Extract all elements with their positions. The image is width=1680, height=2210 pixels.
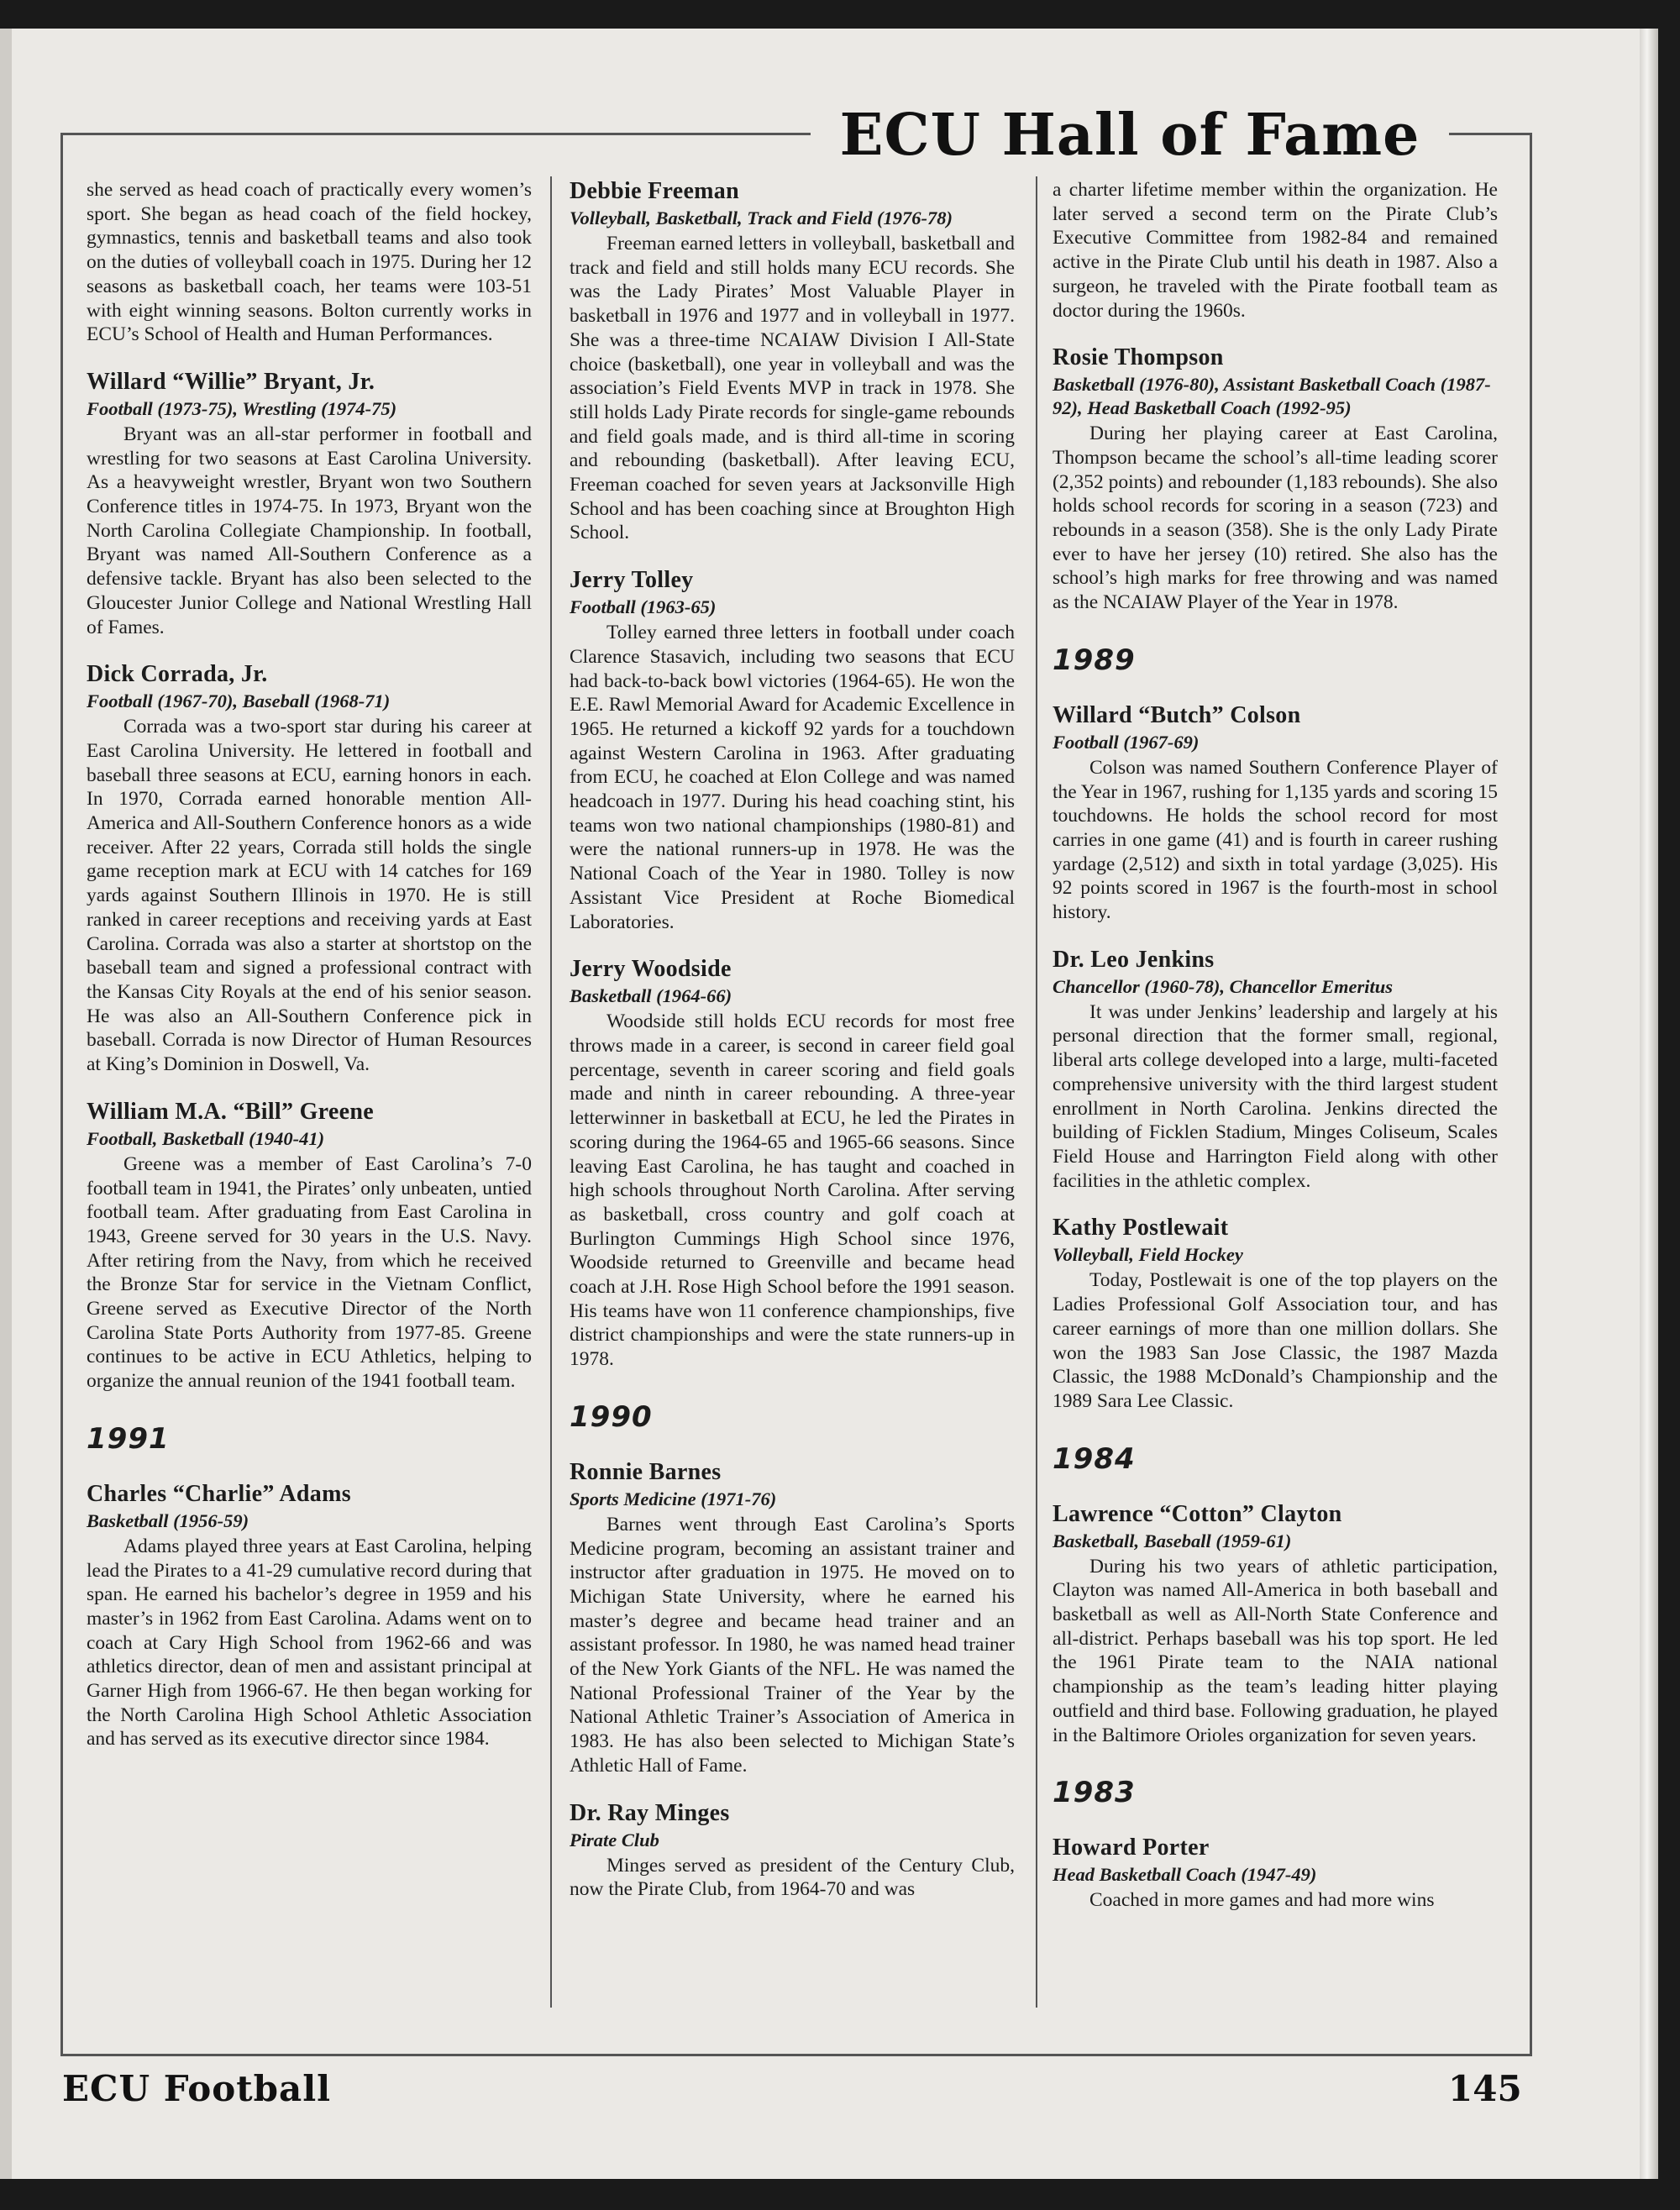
- inductee-sport: Football (1973-75), Wrestling (1974-75): [87, 397, 397, 419]
- inductee-sport: Volleyball, Basketball, Track and Field (1976-78): [570, 207, 953, 228]
- inductee-bio: Freeman earned letters in volleyball, basketball and track and field and still holds many ECU records. She was the Lady Pirates’ Most Valuable Player in basketball in 1976 and 1977 and in volleyball in 1977. She was a three-time NCAIAW Division I All-State choice (basketball), one year in volleyball and was the association’s Field Events MVP in track in 1978. She still holds Lady Pirate records for single-game rebounds and field goals made, and is third all-time in scoring and rebounding (basketball). After leaving ECU, Freeman coached for seven years at Jacksonville High School and has been coaching since at Broughton High School.: [570, 233, 1015, 544]
- inductee-bio: Woodside still holds ECU records for most free throws made in a career, is second in career field goal percentage, seventh in career scoring and field goals made and ninth in career rebounding. A three-year letterwinner in basketball at ECU, he led the Pirates in scoring during the 1964-65 and 1965-66 seasons. Since leaving East Carolina, he has taught and coached in high schools throughout North Carolina. After serving as basketball, cross country and golf coach at Burlington Cummings High School since 1976, Woodside returned to Greenville and became head coach at J.H. Rose High School before the 1991 season. His teams have won 11 conference championships, five district championships and were the state runners-up in 1978.: [570, 1011, 1015, 1371]
- inductee-name: Willard “Willie” Bryant, Jr.: [87, 368, 375, 395]
- column-divider: [1036, 176, 1037, 2008]
- inductee-bio: Tolley earned three letters in football under coach Clarence Stasavich, including two seasons that ECU had back-to-back bowl victories (1964-65). He won the E.E. Rawl Memorial Award for Academic Excellence in 1965. He returned a kickoff 92 yards for a touchdown against Western Carolina in 1963. After graduating from ECU, he coached at Elon College and was named headcoach in 1977. During his head coaching stint, his teams won two national championships (1980-81) and were the national runners-up in 1978. He was the National Coach of the Year in 1980. Tolley is now Assistant Vice President at Roche Biomedical Laboratories.: [570, 622, 1015, 933]
- inductee-name: Jerry Tolley: [570, 567, 694, 594]
- inductee-sport: Football (1967-69): [1053, 731, 1200, 753]
- page-title: ECU Hall of Fame: [811, 101, 1449, 170]
- inductee-bio: During his two years of athletic participation, Clayton was named All-America in both baseball and basketball as well as All-North State Conference and all-district. Perhaps baseball was his top sport. He led the 1961 Pirate team to the NAIA national championship as the team’s leading hitter playing outfield and third base. Following graduation, he played in the Baltimore Orioles organization for seven years.: [1053, 1555, 1498, 1746]
- induction-year-heading: 1989: [1053, 643, 1136, 677]
- inductee-bio: Corrada was a two-sport star during his career at East Carolina University. He lettered in football and baseball three seasons at ECU, earning honors in each. In 1970, Corrada earned honorable mention All-America and All-Southern Conference honors as a wide receiver. After 22 years, Corrada still holds the single game reception mark at ECU with 14 catches for 169 yards against Southern Illinois in 1970. He is still ranked in career receptions and receiving yards at East Carolina. Corrada was also a starter at shortstop on the baseball team and signed a professional contract with the Kansas City Royals at the end of his senior season. He was also an All-Southern Conference pick in baseball. Corrada is now Director of Human Resources at King’s Dominion in Doswell, Va.: [87, 716, 532, 1076]
- inductee-bio: Bryant was an all-star performer in football and wrestling for two seasons at East Carolina University. As a heavyweight wrestler, Bryant won two Southern Conference titles in 1974-75. In 1973, Bryant won the North Carolina Collegiate Championship. In football, Bryant was named All-Southern Conference as a defensive tackle. Bryant has also been selected to the Gloucester Junior College and National Wrestling Hall of Fames.: [87, 423, 532, 638]
- inductee-bio: Colson was named Southern Conference Player of the Year in 1967, rushing for 1,135 yards and scoring 15 touchdowns. He holds the school record for most carries in one game (41) and is fourth in career rushing yardage (2,512) and sixth in total yardage (3,025). His 92 points scored in 1967 is the fourth-most in school history.: [1053, 756, 1498, 924]
- inductee-sport: Basketball, Baseball (1959-61): [1053, 1530, 1292, 1551]
- inductee-name: Howard Porter: [1053, 1835, 1210, 1861]
- inductee-bio: Coached in more games and had more wins: [1089, 1889, 1435, 1912]
- inductee-name: Jerry Woodside: [570, 956, 732, 983]
- inductee-bio: Barnes went through East Carolina’s Sports Medicine program, becoming an assistant trainer and instructor after graduation in 1975. He moved on to Michigan State University, where he earned his master’s degree and became head trainer and an assistant professor. In 1980, he was named head trainer of the New York Giants of the NFL. He was named the National Professional Trainer of the Year by the National Athletic Trainer’s Association of America in 1983. He has also been selected to Michigan State’s Athletic Hall of Fame.: [570, 1513, 1015, 1777]
- page-binding-edge: [0, 29, 12, 2179]
- inductee-name: Ronnie Barnes: [570, 1458, 722, 1485]
- inductee-name: Debbie Freeman: [570, 178, 739, 204]
- inductee-name: Charles “Charlie” Adams: [87, 1480, 351, 1507]
- inductee-name: Willard “Butch” Colson: [1053, 701, 1301, 728]
- inductee-bio: During her playing career at East Carolina, Thompson became the school’s all-time leading scorer (2,352 points) and rebounder (1,183 rebounds). She also holds school records for scoring in a season (723) and rebounds in a season (358). She is the only Lady Pirate ever to have her jersey (10) retired. She also has the school’s high marks for free throwing and was named as the NCAIAW Player of the Year in 1978.: [1053, 423, 1498, 614]
- induction-year-heading: 1991: [87, 1421, 170, 1456]
- induction-year-heading: 1983: [1053, 1776, 1136, 1810]
- continued-text: she served as head coach of practically every women’s sport. She began as head coach of the field hockey, gymnastics, tennis and basketball teams and also took on the duties of volleyball coach in 1975. During her 12 seasons as basketball coach, her teams were 103-51 with eight winning seasons. Bolton currently works in ECU’s School of Health and Human Performances.: [87, 179, 532, 346]
- inductee-bio: Adams played three years at East Carolina, helping lead the Pirates to a 41-29 cumulative record during that span. He earned his bachelor’s degree in 1959 and his master’s in 1962 from East Carolina. Adams went on to coach at Cary High School from 1962-66 and was athletics director, dean of men and assistant principal at Garner High from 1966-67. He then began working for the North Carolina High School Athletic Association and has served as its executive director since 1984.: [87, 1535, 532, 1751]
- inductee-sport: Sports Medicine (1971-76): [570, 1488, 777, 1509]
- inductee-name: Lawrence “Cotton” Clayton: [1053, 1500, 1342, 1527]
- column-2: [570, 178, 1015, 1902]
- page-number: 145: [1448, 2068, 1522, 2109]
- column-divider: [550, 176, 552, 2008]
- inductee-bio: Minges served as president of the Century Club, now the Pirate Club, from 1964-70 and was: [570, 1854, 1015, 1901]
- inductee-name: William M.A. “Bill” Greene: [87, 1098, 374, 1125]
- inductee-sport: Basketball (1956-59): [87, 1509, 249, 1531]
- inductee-sport: Head Basketball Coach (1947-49): [1053, 1864, 1317, 1886]
- continued-text: a charter lifetime member within the organization. He later served a second term on the Pirate Club’s Executive Committee from 1982-84 and remained active in the Pirate Club until his death in 1987. Also a surgeon, he traveled with the Pirate football team as doctor during the 1960s.: [1053, 179, 1498, 322]
- inductee-name: Dr. Ray Minges: [570, 1799, 730, 1826]
- inductee-sport: Volleyball, Field Hockey: [1053, 1244, 1243, 1266]
- page-edge: [1640, 29, 1658, 2179]
- induction-year-heading: 1990: [570, 1399, 653, 1434]
- inductee-sport: Basketball (1976-80), Assistant Basketball Coach (1987-92), Head Basketball Coach (1992-95): [1053, 374, 1491, 419]
- inductee-bio: Greene was a member of East Carolina’s 7-0 football team in 1941, the Pirates’ only unbeaten, untied football team. After graduating from East Carolina in 1943, Greene served for 30 years in the U.S. Navy. After retiring from the Navy, from which he received the Bronze Star for service in the Vietnam Conflict, Greene served as Executive Director of the North Carolina State Ports Authority from 1977-85. Greene continues to be active in ECU Athletics, helping to organize the annual reunion of the 1941 football team.: [87, 1152, 532, 1393]
- inductee-sport: Football, Basketball (1940-41): [87, 1127, 325, 1149]
- column-3: [1053, 178, 1498, 1913]
- inductee-bio: Today, Postlewait is one of the top players on the Ladies Professional Golf Association tour, and has career earnings of more than one million dollars. She won the 1983 San Jose Classic, the 1987 Mazda Classic, the 1988 McDonald’s Championship and the 1989 Sara Lee Classic.: [1053, 1269, 1498, 1412]
- inductee-name: Dr. Leo Jenkins: [1053, 946, 1215, 973]
- inductee-name: Rosie Thompson: [1053, 344, 1224, 371]
- inductee-sport: Chancellor (1960-78), Chancellor Emeritus: [1053, 975, 1394, 997]
- inductee-sport: Football (1963-65): [570, 596, 717, 618]
- inductee-name: Kathy Postlewait: [1053, 1215, 1229, 1241]
- publication-footer: ECU Football: [62, 2068, 332, 2109]
- inductee-sport: Football (1967-70), Baseball (1968-71): [87, 690, 391, 712]
- induction-year-heading: 1984: [1053, 1441, 1136, 1476]
- inductee-bio: It was under Jenkins’ leadership and largely at his personal direction that the former small, regional, liberal arts college developed into a large, multi-faceted comprehensive university with the third largest student enrollment in North Carolina. Jenkins directed the building of Ficklen Stadium, Minges Coliseum, Scales Field House and Harrington Field along with other facilities in the athletic complex.: [1053, 1000, 1498, 1192]
- column-1: [87, 178, 532, 1751]
- inductee-sport: Pirate Club: [570, 1829, 659, 1850]
- inductee-sport: Basketball (1964-66): [570, 985, 732, 1007]
- inductee-name: Dick Corrada, Jr.: [87, 661, 268, 688]
